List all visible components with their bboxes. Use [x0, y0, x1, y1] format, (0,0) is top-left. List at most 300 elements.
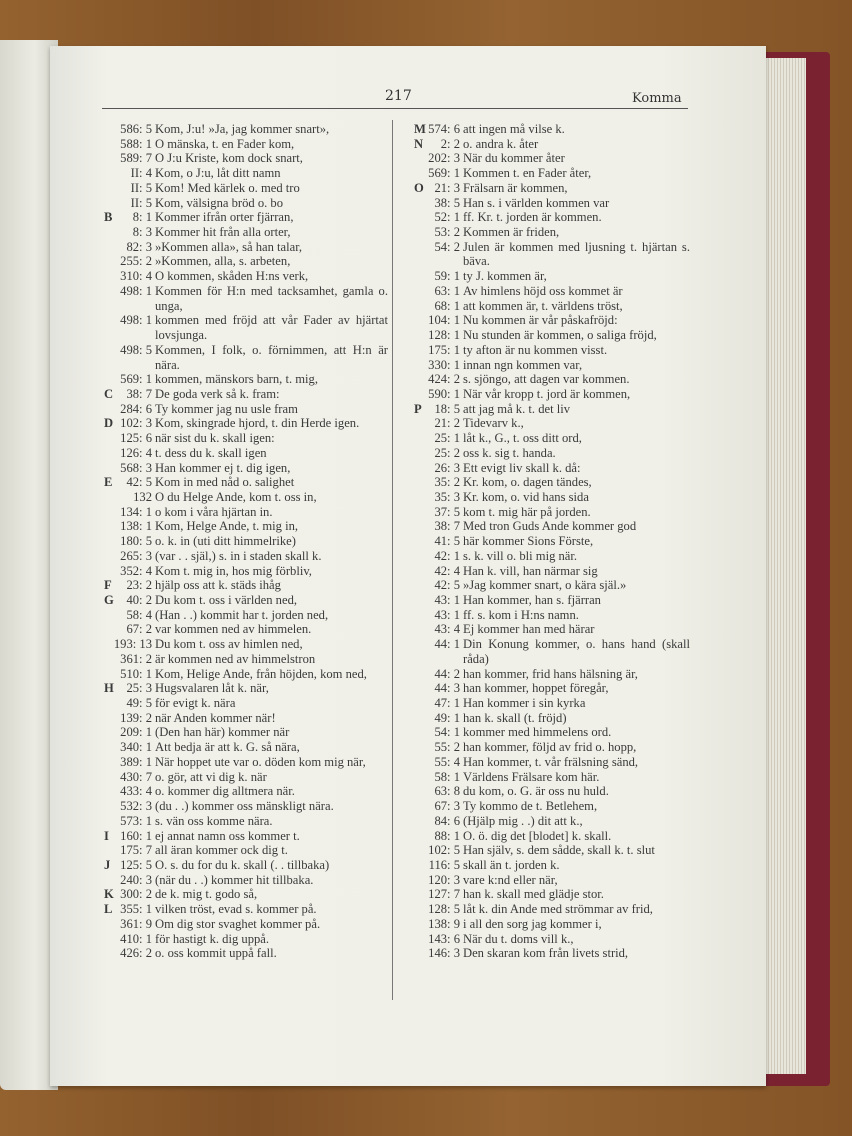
- section-letter: C: [104, 386, 114, 401]
- entry-text: o kom i våra hjärtan in.: [155, 504, 273, 519]
- hymn-reference: 569: 1: [428, 166, 460, 181]
- concordance-entry: [412, 917, 690, 932]
- concordance-entry: [412, 534, 690, 549]
- hymn-reference: 40: 2: [126, 593, 152, 607]
- hymn-reference: 42: 1: [434, 548, 460, 563]
- concordance-entry: [412, 446, 690, 461]
- hymn-reference: 54: 1: [434, 725, 460, 740]
- hymn-reference: 8: 1: [132, 210, 152, 225]
- concordance-entry: [102, 387, 388, 402]
- hymn-reference: 589: 7: [120, 151, 152, 166]
- hymn-reference: 68: 1: [434, 298, 460, 313]
- entry-text: (var . . själ,) s. in i staden skall k.: [155, 548, 322, 563]
- hymn-reference: 255: 2: [120, 254, 152, 269]
- entry-text: »Jag kommer snart, o kära själ.»: [463, 578, 627, 593]
- hymn-reference: 586: 5: [120, 122, 152, 136]
- hymn-reference: 49: 5: [126, 696, 152, 711]
- hymn-reference: 132: [133, 489, 152, 504]
- entry-text: Ty kommer jag nu usle fram: [155, 401, 298, 416]
- running-head: Komma: [632, 91, 682, 106]
- concordance-entry: [102, 284, 388, 313]
- hymn-reference: 120: 3: [428, 872, 460, 887]
- entry-text: Han kommer ej t. dig igen,: [155, 460, 291, 475]
- hymn-reference: 102: 3: [120, 416, 152, 431]
- concordance-entry: [412, 431, 690, 446]
- hymn-reference: 43: 1: [434, 607, 460, 622]
- hymn-reference: 23: 2: [126, 578, 152, 593]
- concordance-entry: [102, 431, 388, 446]
- entry-text: Han s. i världen kommen var: [463, 195, 610, 210]
- section-letter: K: [104, 887, 114, 902]
- entry-text: när sist du k. skall igen:: [155, 431, 275, 446]
- hymn-reference: 180: 5: [120, 534, 152, 549]
- concordance-entry: [102, 313, 388, 342]
- concordance-entry: [102, 873, 388, 888]
- entry-text: Kommen, I folk, o. förnimmen, att H:n är nära.: [155, 342, 388, 372]
- hymn-reference: 424: 2: [428, 372, 460, 387]
- entry-text: är kommen ned av himmelstron: [155, 651, 316, 666]
- entry-text: kommen, mänskors barn, t. mig,: [155, 372, 318, 387]
- concordance-entry: [102, 534, 388, 549]
- entry-text: o. k. in (uti ditt himmelrike): [155, 534, 296, 549]
- concordance-entry: [102, 652, 388, 667]
- hymn-reference: 35: 3: [434, 489, 460, 504]
- concordance-entry: [412, 608, 690, 623]
- concordance-entry: [412, 578, 690, 593]
- concordance-entry: [412, 637, 690, 666]
- left-column: [102, 122, 388, 961]
- hymn-reference: 47: 1: [434, 696, 460, 711]
- entry-text: Han kommer, han s. fjärran: [463, 593, 601, 607]
- concordance-entry: [102, 210, 388, 225]
- entry-text: Kom! Med kärlek o. med tro: [155, 180, 300, 195]
- concordance-entry: [102, 137, 388, 152]
- hymn-reference: 41: 5: [434, 534, 460, 549]
- entry-text: »Kommen alla», så han talar,: [155, 239, 303, 254]
- concordance-entry: [102, 608, 388, 623]
- hymn-reference: 128: 5: [428, 902, 460, 917]
- hymn-reference: 43: 1: [434, 593, 460, 607]
- entry-text: Om dig stor svaghet kommer på.: [155, 916, 321, 931]
- hymn-reference: 389: 1: [120, 754, 152, 769]
- hymn-reference: 160: 1: [120, 828, 152, 843]
- entry-text: all äran kommer ock dig t.: [155, 843, 288, 858]
- concordance-entry: [102, 475, 388, 490]
- entry-text: o. gör, att vi dig k. när: [155, 769, 267, 784]
- section-letter: I: [104, 828, 109, 843]
- entry-text: (Hjälp mig . .) dit att k.,: [463, 813, 583, 828]
- hymn-reference: 58: 4: [126, 607, 152, 622]
- concordance-entry: [412, 372, 690, 387]
- section-letter: F: [104, 578, 112, 593]
- concordance-entry: [102, 902, 388, 917]
- entry-text: O J:u Kriste, kom dock snart,: [155, 151, 303, 166]
- hymn-reference: 8: 3: [132, 225, 152, 240]
- concordance-entry: [412, 755, 690, 770]
- entry-text: De goda verk så k. fram:: [155, 386, 280, 401]
- hymn-reference: 310: 4: [120, 269, 152, 284]
- entry-text: När vår kropp t. jord är kommen,: [463, 386, 631, 401]
- hymn-reference: 116: 5: [428, 857, 460, 872]
- concordance-entry: [412, 593, 690, 608]
- hymn-reference: 58: 1: [434, 769, 460, 784]
- concordance-entry: [102, 181, 388, 196]
- entry-text: Världens Frälsare kom här.: [463, 769, 600, 784]
- concordance-entry: [412, 313, 690, 328]
- concordance-entry: [102, 696, 388, 711]
- hymn-reference: 138: 9: [428, 916, 460, 931]
- entry-text: t. dess du k. skall igen: [155, 445, 267, 460]
- hymn-reference: II: 5: [130, 195, 152, 210]
- hymn-reference: 67: 3: [434, 799, 460, 814]
- entry-text: Han kommer i sin kyrka: [463, 696, 586, 711]
- hymn-reference: 532: 3: [120, 799, 152, 814]
- hymn-reference: 25: 1: [434, 431, 460, 446]
- entry-text: Att bedja är att k. G. så nära,: [155, 740, 300, 755]
- entry-text: O kommen, skåden H:ns verk,: [155, 269, 309, 284]
- concordance-entry: [102, 166, 388, 181]
- concordance-entry: [412, 475, 690, 490]
- hymn-reference: 284: 6: [120, 401, 152, 416]
- concordance-entry: [102, 225, 388, 240]
- concordance-entry: [102, 196, 388, 211]
- concordance-entry: [412, 240, 690, 269]
- hymn-reference: 433: 4: [120, 784, 152, 799]
- entry-text: O. ö. dig det [blodet] k. skall.: [463, 828, 612, 843]
- concordance-entry: [412, 225, 690, 240]
- page-edges: [760, 58, 806, 1074]
- concordance-entry: [412, 490, 690, 505]
- concordance-entry: [412, 181, 690, 196]
- section-letter: M: [414, 122, 426, 136]
- hymn-reference: 55: 2: [434, 740, 460, 755]
- concordance-entry: [102, 151, 388, 166]
- concordance-entry: [102, 416, 388, 431]
- concordance-entry: [102, 269, 388, 284]
- hymn-reference: 352: 4: [120, 563, 152, 578]
- entry-text: o. kommer dig alltmera när.: [155, 784, 295, 799]
- concordance-entry: [412, 284, 690, 299]
- concordance-entry: [412, 166, 690, 181]
- entry-text: låt k. din Ande med strömmar av frid,: [463, 902, 653, 917]
- section-letter: P: [414, 401, 422, 416]
- entry-text: s. vän oss komme nära.: [155, 813, 273, 828]
- section-letter: N: [414, 136, 424, 151]
- entry-text: Kom, Helge Ande, t. mig in,: [155, 519, 299, 534]
- concordance-entry: [102, 372, 388, 387]
- entry-text: vare k:nd eller när,: [463, 872, 558, 887]
- hymn-reference: 35: 2: [434, 475, 460, 490]
- hymn-reference: 18: 5: [434, 401, 460, 416]
- hymn-reference: 355: 1: [120, 902, 152, 917]
- entry-text: Nu kommen är vår påskafröjd:: [463, 313, 618, 328]
- concordance-entry: [102, 519, 388, 534]
- concordance-entry: [412, 505, 690, 520]
- entry-text: vilken tröst, evad s. kommer på.: [155, 902, 317, 917]
- hymn-reference: 53: 2: [434, 225, 460, 240]
- concordance-entry: [412, 402, 690, 417]
- entry-text: När hoppet ute var o. döden kom mig när,: [155, 754, 366, 769]
- concordance-entry: [102, 343, 388, 372]
- entry-text: Julen är kommen med ljusning t. hjärtan s. bäva.: [463, 239, 690, 269]
- entry-text: (Han . .) kommit har t. jorden ned,: [155, 607, 329, 622]
- concordance-entry: [412, 711, 690, 726]
- hymn-reference: 125: 5: [120, 857, 152, 872]
- hymn-reference: 25: 2: [434, 445, 460, 460]
- entry-text: Kommer hit från alla orter,: [155, 225, 291, 240]
- concordance-entry: [412, 770, 690, 785]
- concordance-entry: [412, 549, 690, 564]
- entry-text: ty J. kommen är,: [463, 269, 547, 284]
- entry-text: ff. Kr. t. jorden är kommen.: [463, 210, 602, 225]
- hymn-reference: 44: 1: [434, 637, 460, 652]
- section-letter: B: [104, 210, 113, 225]
- entry-text: Tidevarv k.,: [463, 416, 524, 431]
- concordance-entry: [102, 858, 388, 873]
- entry-text: Din Konung kommer, o. hans hand (skall råda): [463, 637, 690, 666]
- hymn-reference: 498: 1: [120, 283, 152, 298]
- entry-text: var kommen ned av himmelen.: [155, 622, 312, 637]
- hymn-reference: 63: 1: [434, 283, 460, 298]
- concordance-entry: [412, 210, 690, 225]
- concordance-entry: [412, 932, 690, 947]
- concordance-entry: [412, 829, 690, 844]
- hymn-reference: 38: 7: [434, 519, 460, 534]
- entry-text: (Den han här) kommer när: [155, 725, 290, 740]
- concordance-entry: [412, 519, 690, 534]
- entry-text: o. andra k. åter: [463, 136, 539, 151]
- entry-text: Kom t. mig in, hos mig förbliv,: [155, 563, 312, 578]
- concordance-entry: [412, 387, 690, 402]
- entry-text: Kommen är friden,: [463, 225, 560, 240]
- concordance-entry: [102, 240, 388, 255]
- concordance-entry: [102, 667, 388, 682]
- hymn-reference: 510: 1: [120, 666, 152, 681]
- concordance-entry: [102, 490, 388, 505]
- concordance-entry: [102, 122, 388, 137]
- hymn-reference: 330: 1: [428, 357, 460, 372]
- entry-text: Han kommer, t. vår frälsning sänd,: [463, 754, 639, 769]
- entry-text: Kommen för H:n med tacksamhet, gamla o. unga,: [155, 283, 388, 313]
- entry-text: (när du . .) kommer hit tillbaka.: [155, 872, 314, 887]
- hymn-reference: 590: 1: [428, 386, 460, 401]
- entry-text: Kom, Helige Ande, från höjden, kom ned,: [155, 666, 367, 681]
- section-letter: H: [104, 681, 114, 696]
- hymn-reference: 52: 1: [434, 210, 460, 225]
- entry-text: för hastigt k. dig uppå.: [155, 931, 270, 946]
- hymn-reference: 102: 5: [428, 843, 460, 858]
- hymn-reference: 55: 4: [434, 754, 460, 769]
- hymn-reference: 134: 1: [120, 504, 152, 519]
- concordance-entry: [412, 328, 690, 343]
- entry-text: Hugsvalaren låt k. när,: [155, 681, 269, 696]
- entry-text: låt k., G., t. oss ditt ord,: [463, 431, 582, 446]
- hymn-reference: 127: 7: [428, 887, 460, 902]
- hymn-reference: 568: 3: [120, 460, 152, 475]
- hymn-reference: 44: 2: [434, 666, 460, 681]
- hymn-reference: 139: 2: [120, 710, 152, 725]
- page-number: 217: [385, 88, 412, 104]
- hymn-reference: 43: 4: [434, 622, 460, 637]
- concordance-entry: [102, 637, 388, 652]
- hymn-reference: 38: 7: [126, 386, 152, 401]
- entry-text: Kommen t. en Fader åter,: [463, 166, 592, 181]
- entry-text: Kommer ifrån orter fjärran,: [155, 210, 294, 225]
- concordance-entry: [102, 770, 388, 785]
- concordance-entry: [102, 681, 388, 696]
- entry-text: Kr. kom, o. dagen tändes,: [463, 475, 592, 490]
- entry-text: o. oss kommit uppå fall.: [155, 946, 277, 961]
- entry-text: Ej kommer han med härar: [463, 622, 595, 637]
- hymn-reference: 38: 5: [434, 195, 460, 210]
- entry-text: O. s. du for du k. skall (. . tillbaka): [155, 857, 330, 872]
- concordance-entry: [412, 740, 690, 755]
- concordance-entry: [102, 402, 388, 417]
- concordance-entry: [412, 725, 690, 740]
- hymn-reference: 574: 6: [428, 122, 460, 136]
- concordance-entry: [412, 343, 690, 358]
- entry-text: du kom, o. G. är oss nu huld.: [463, 784, 609, 799]
- hymn-reference: 37: 5: [434, 504, 460, 519]
- concordance-entry: [102, 932, 388, 947]
- entry-text: kommer med himmelens ord.: [463, 725, 612, 740]
- concordance-entry: [412, 196, 690, 211]
- entry-text: oss k. sig t. handa.: [463, 445, 556, 460]
- entry-text: att ingen må vilse k.: [463, 122, 565, 136]
- entry-text: här kommer Sions Förste,: [463, 534, 594, 549]
- hymn-reference: 426: 2: [120, 946, 152, 961]
- hymn-reference: 138: 1: [120, 519, 152, 534]
- entry-text: han k. skall (t. fröjd): [463, 710, 567, 725]
- hymn-reference: 430: 7: [120, 769, 152, 784]
- hymn-reference: II: 4: [130, 166, 152, 181]
- concordance-entry: [102, 446, 388, 461]
- concordance-entry: [412, 564, 690, 579]
- hymn-reference: 193: 13: [113, 637, 152, 652]
- entry-text: Du kom t. oss i världen ned,: [155, 593, 298, 607]
- hymn-reference: 84: 6: [434, 813, 460, 828]
- hymn-reference: 175: 7: [120, 843, 152, 858]
- concordance-entry: [412, 946, 690, 961]
- entry-text: innan ngn kommen var,: [463, 357, 583, 372]
- hymn-reference: 44: 3: [434, 681, 460, 696]
- entry-text: Ett evigt liv skall k. då:: [463, 460, 581, 475]
- hymn-reference: 67: 2: [126, 622, 152, 637]
- entry-text: Kom, J:u! »Ja, jag kommer snart»,: [155, 122, 330, 136]
- hymn-reference: 361: 9: [120, 916, 152, 931]
- entry-text: s. k. vill o. bli mig när.: [463, 548, 578, 563]
- hymn-reference: 2: 2: [440, 136, 460, 151]
- hymn-reference: 88: 1: [434, 828, 460, 843]
- concordance-entry: [412, 269, 690, 284]
- concordance-entry: [102, 784, 388, 799]
- concordance-entry: [412, 667, 690, 682]
- concordance-entry: [412, 681, 690, 696]
- entry-text: Kom, o J:u, låt ditt namn: [155, 166, 281, 181]
- entry-text: Kom, välsigna bröd o. bo: [155, 195, 284, 210]
- entry-text: han kommer, frid hans hälsning är,: [463, 666, 638, 681]
- concordance-entry: [412, 151, 690, 166]
- concordance-entry: [412, 696, 690, 711]
- entry-text: Han själv, s. dem sådde, skall k. t. slut: [463, 843, 655, 858]
- hymn-reference: 569: 1: [120, 372, 152, 387]
- entry-text: när Anden kommer när!: [155, 710, 276, 725]
- hymn-reference: 573: 1: [120, 813, 152, 828]
- concordance-entry: [102, 887, 388, 902]
- hymn-reference: II: 5: [130, 180, 152, 195]
- entry-text: Kr. kom, o. vid hans sida: [463, 489, 589, 504]
- concordance-entry: [412, 858, 690, 873]
- entry-text: Med tron Guds Ande kommer god: [463, 519, 637, 534]
- entry-text: för evigt k. nära: [155, 696, 236, 711]
- entry-text: När du kommer åter: [463, 151, 565, 166]
- concordance-entry: [102, 740, 388, 755]
- hymn-reference: 175: 1: [428, 342, 460, 357]
- concordance-entry: [412, 873, 690, 888]
- hymn-reference: 25: 3: [126, 681, 152, 696]
- entry-text: ej annat namn oss kommer t.: [155, 828, 300, 843]
- entry-text: ff. s. kom i H:ns namn.: [463, 607, 579, 622]
- concordance-entry: [412, 784, 690, 799]
- hymn-reference: 361: 2: [120, 651, 152, 666]
- hymn-reference: 588: 1: [120, 136, 152, 151]
- concordance-entry: [102, 711, 388, 726]
- concordance-entry: [412, 358, 690, 373]
- hymn-reference: 42: 5: [434, 578, 460, 593]
- entry-text: Av himlens höjd oss kommet är: [463, 283, 623, 298]
- entry-text: han kommer, följd av frid o. hopp,: [463, 740, 637, 755]
- right-column: [412, 122, 690, 961]
- entry-text: kommen med fröjd att vår Fader av hjärtat lovsjunga.: [155, 313, 388, 343]
- hymn-reference: 59: 1: [434, 269, 460, 284]
- section-letter: G: [104, 593, 114, 607]
- section-letter: D: [104, 416, 114, 431]
- concordance-entry: [102, 593, 388, 608]
- concordance-entry: [102, 843, 388, 858]
- hymn-reference: 21: 3: [434, 180, 460, 195]
- entry-text: Han k. vill, han närmar sig: [463, 563, 598, 578]
- concordance-entry: [102, 622, 388, 637]
- hymn-reference: 21: 2: [434, 416, 460, 431]
- hymn-reference: 42: 5: [126, 475, 152, 490]
- concordance-entry: [102, 829, 388, 844]
- entry-text: att jag må k. t. det liv: [463, 401, 571, 416]
- section-letter: L: [104, 902, 113, 917]
- entry-text: han kommer, hoppet föregår,: [463, 681, 609, 696]
- concordance-entry: [102, 725, 388, 740]
- entry-text: de k. mig t. godo så,: [155, 887, 258, 902]
- hymn-reference: 26: 3: [434, 460, 460, 475]
- concordance-entry: [102, 549, 388, 564]
- concordance-entry: [102, 755, 388, 770]
- hymn-reference: 49: 1: [434, 710, 460, 725]
- entry-text: När du t. doms vill k.,: [463, 931, 574, 946]
- entry-text: skall än t. jorden k.: [463, 857, 560, 872]
- entry-text: s. sjöngo, att dagen var kommen.: [463, 372, 630, 387]
- entry-text: Kom in med nåd o. salighet: [155, 475, 295, 490]
- entry-text: Du kom t. oss av himlen ned,: [155, 637, 303, 652]
- hymn-reference: 498: 1: [120, 313, 152, 328]
- concordance-entry: [412, 887, 690, 902]
- section-letter: J: [104, 857, 111, 872]
- hymn-reference: 143: 6: [428, 931, 460, 946]
- hymn-reference: 265: 3: [120, 548, 152, 563]
- entry-text: i all den sorg jag kommer i,: [463, 916, 602, 931]
- hymn-reference: 146: 3: [428, 946, 460, 961]
- concordance-entry: [102, 505, 388, 520]
- entry-text: O mänska, t. en Fader kom,: [155, 136, 295, 151]
- entry-text: »Kommen, alla, s. arbeten,: [155, 254, 291, 269]
